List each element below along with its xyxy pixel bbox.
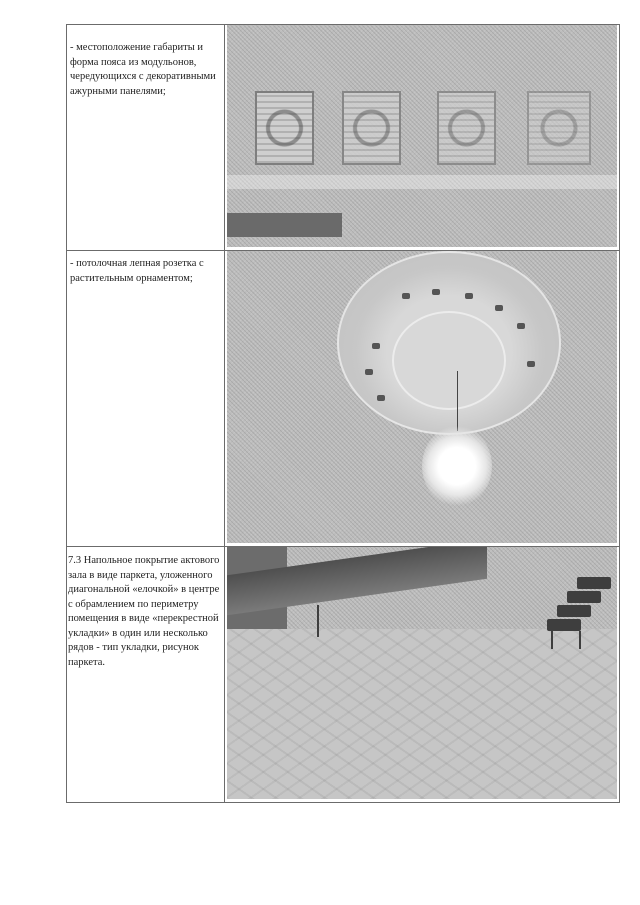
frieze-band [227,175,617,189]
description-cell: - потолочная лепная розетка с растительным орнаментом; [67,251,225,546]
parquet-photo [227,547,617,799]
ornament [495,305,503,311]
table-row [67,251,619,547]
frieze-photo [227,25,617,247]
chandelier [422,426,492,506]
table-leg [317,605,319,637]
chair-leg [551,631,553,649]
openwork-panel [342,91,401,165]
description-cell: - местоположение габариты и форма пояса из модульонов, чередующихся с декоративными ажурными панелями; [67,25,225,250]
table-row [67,547,619,802]
ornament [402,293,410,299]
chair-leg [579,631,581,649]
photo-cell [225,251,619,546]
ornament [517,323,525,329]
ornament [465,293,473,299]
ornament [377,395,385,401]
photo-cell [225,547,619,802]
ornament [527,361,535,367]
ornament [432,289,440,295]
floor-area [227,213,342,237]
parquet-floor [227,629,617,799]
rosette-inner-ring [392,311,506,410]
chair [577,577,611,589]
document-table [66,24,620,803]
photo-cell [225,25,619,250]
openwork-panel [527,91,591,165]
chair [567,591,601,603]
openwork-panel [255,91,314,165]
chair [547,619,581,631]
chair [557,605,591,617]
openwork-panel [437,91,496,165]
table-row [67,25,619,251]
chandelier-chain [457,371,458,431]
ceiling-rosette-photo [227,251,617,543]
ornament [365,369,373,375]
ornament [372,343,380,349]
description-cell: 7.3 Напольное покрытие актового зала в виде паркета, уложенного диагональной «елочкой» в центре с обрамлением по периметру помещения в виде «перекрестной укладки» в один или несколько рядов - тип укладки, рисунок паркета. [67,547,225,802]
